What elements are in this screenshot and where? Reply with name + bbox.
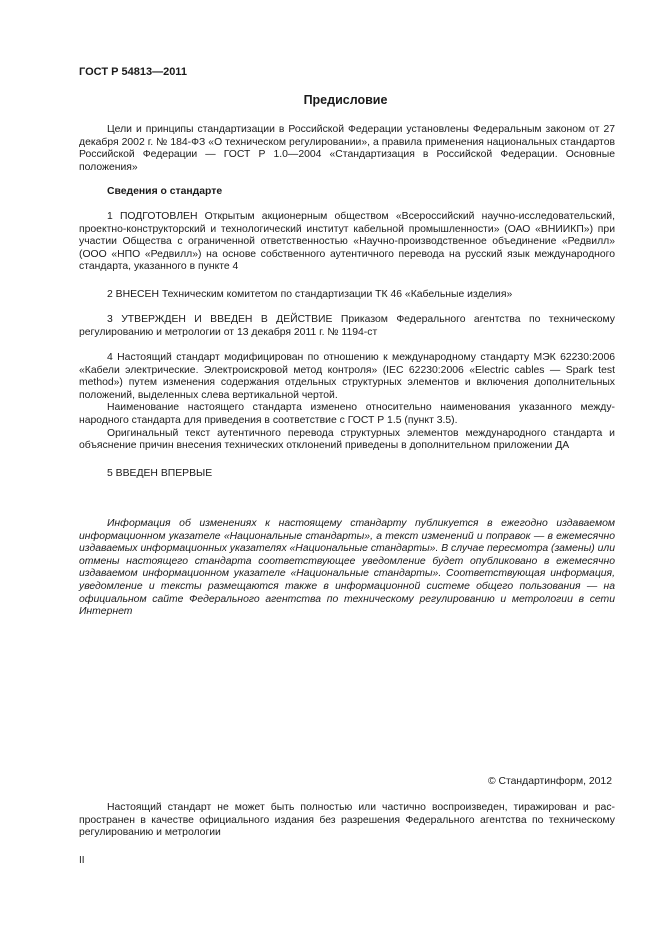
item-3 bbox=[79, 314, 615, 339]
standard-code-header: ГОСТ Р 54813—2011 bbox=[79, 66, 187, 78]
copyright: © Стандартинформ, 2012 bbox=[487, 776, 612, 787]
item-1 bbox=[79, 211, 615, 274]
info-notice-text: Информация об изменениях к настоящему стандарту публикуется в ежегодно издаваемом информационном указателе «Национальные стандарты», а текст изменений и поправок — в ежемесячно издаваемых информационных указателях «Национальные стандарты». В случае пересмотра (замены) или отмены настоящего стандарта соответствующее уведомление будет опубликовано в ежемесячно издаваемом информационном указателе «Национальные стандарты». Соответствующая информация, уведомление и тексты размещаются также в информационной системе общего пользования — на официальном сайте Федерального агентства по техническому регулированию и метрологии в сети Интернет bbox=[79, 518, 615, 618]
page-title: Предисловие bbox=[303, 93, 388, 107]
item-2 bbox=[79, 289, 615, 302]
item-4-paragraph-1: 4 Настоящий стандарт модифицирован по отношению к международному стандарту МЭК 62230:2006 «Кабели электрические. Электроискровой метод контроля» (IEC 62230:2006 «Electric cables — Spark test method») путем изменения содержания отдельных структурных элементов и включения дополнительных положений, выделенных слева вертикальной чертой. bbox=[79, 352, 615, 401]
item-4-paragraph-2: Наименование настоящего стандарта изменено относительно наименования указанного международного стандарта для приведения в соответствие с ГОСТ Р 1.5 (пункт 3.5). bbox=[79, 402, 615, 426]
intro-paragraph bbox=[79, 124, 615, 174]
item-5: 5 ВВЕДЕН ВПЕРВЫЕ bbox=[107, 468, 213, 479]
item-3-text: 3 УТВЕРЖДЕН И ВВЕДЕН В ДЕЙСТВИЕ Приказом Федерального агентства по техническому регулированию и метрологии от 13 декабря 2011 г. № 1194-ст bbox=[79, 314, 615, 338]
page-number: II bbox=[79, 855, 85, 866]
reproduction-notice-text: Настоящий стандарт не может быть полностью или частично воспроизведен, тиражирован и распространен в качестве официального издания без разрешения Федерального агентства по техническому регулированию и метрологии bbox=[79, 802, 615, 839]
about-standard-heading: Сведения о стандарте bbox=[107, 186, 223, 197]
intro-text: Цели и принципы стандартизации в Российской Федерации установлены Федеральным законом от 27 декабря 2002 г. № 184-ФЗ «О техническом регулировании», а правила применения национальных стандартов Российской Федерации — ГОСТ Р 1.0—2004 «Стандартизация в Российской Федерации. Основные положения» bbox=[79, 124, 615, 173]
item-4 bbox=[79, 352, 615, 453]
item-4-paragraph-3: Оригинальный текст аутентичного перевода структурных элементов международного стандарта и объяснение причин внесения технических отклонений приведены в дополнительном приложении ДА bbox=[79, 427, 615, 452]
info-notice bbox=[79, 518, 615, 619]
reproduction-notice bbox=[79, 802, 615, 840]
item-1-text: 1 ПОДГОТОВЛЕН Открытым акционерным обществом «Всероссийский научно-исследовательский, проектно-конструкторский и технологический институт кабельной промышленности» (ОАО «ВНИИКП») при участии Общества с ограниченной ответственностью «Научно-производственное объединение «Редвилл» (ООО «НПО «Редвилл») на основе собственного аутентичного перевода на русский язык международного стандарта, указанного в пункте 4 bbox=[79, 211, 615, 273]
item-2-text: 2 ВНЕСЕН Техническим комитетом по стандартизации ТК 46 «Кабельные изделия» bbox=[107, 289, 513, 300]
